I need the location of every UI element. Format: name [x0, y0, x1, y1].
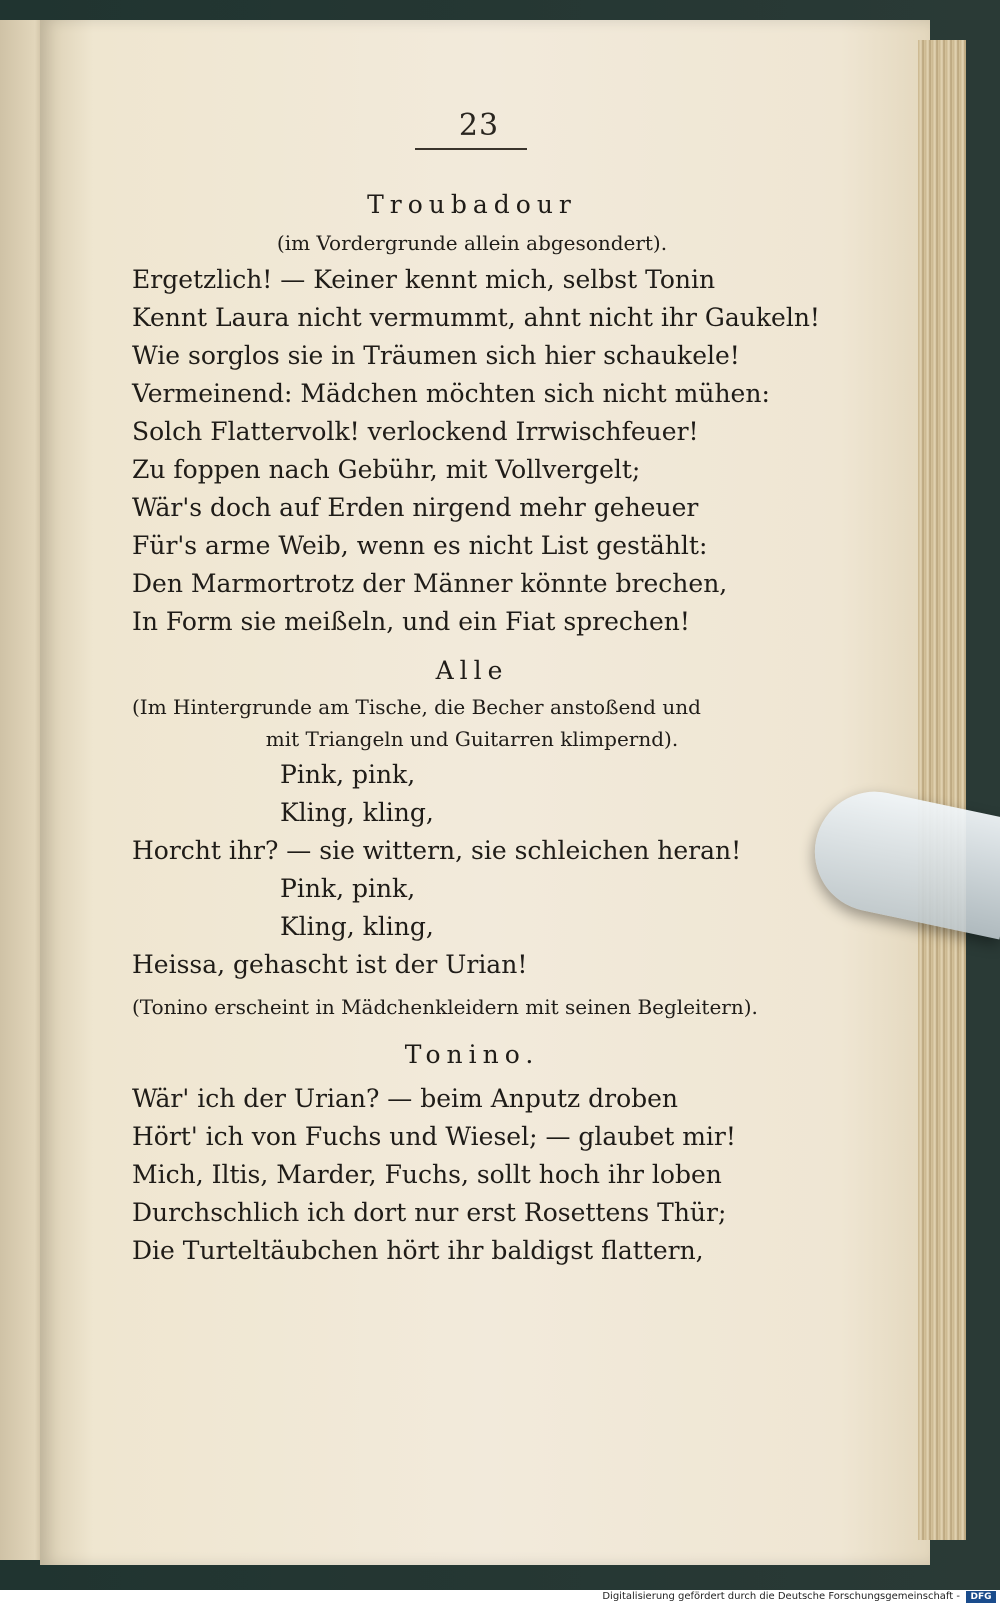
- text-line: Den Marmortrotz der Männer könnte brechen,: [132, 569, 728, 598]
- dfg-logo: DFG: [966, 1591, 996, 1603]
- text-line: Mich, Iltis, Marder, Fuchs, sollt hoch ihr loben: [132, 1160, 722, 1189]
- text-line: Hört' ich von Fuchs und Wiesel; — glaubet mir!: [132, 1122, 736, 1151]
- text-line: (Im Hintergrunde am Tische, die Becher anstoßend und: [132, 695, 701, 719]
- text-line: Kennt Laura nicht vermummt, ahnt nicht ihr Gaukeln!: [132, 303, 820, 332]
- text-line: (Tonino erscheint in Mädchenkleidern mit seinen Begleitern).: [132, 995, 758, 1019]
- text-line: Pink, pink,: [280, 760, 416, 789]
- text-line: Pink, pink,: [280, 874, 416, 903]
- text-line: Die Turteltäubchen hört ihr baldigst flattern,: [132, 1236, 704, 1265]
- text-line: Kling, kling,: [280, 912, 434, 941]
- text-line: Kling, kling,: [280, 798, 434, 827]
- text-line: Für's arme Weib, wenn es nicht List gestählt:: [132, 531, 708, 560]
- text-line: Ergetzlich! — Keiner kennt mich, selbst Tonin: [132, 265, 716, 294]
- text-line: Wie sorglos sie in Träumen sich hier schaukele!: [132, 341, 740, 370]
- text-line: mit Triangeln und Guitarren klimpernd).: [265, 727, 679, 751]
- text-line: Troubadour: [367, 190, 577, 219]
- footer-credit: Digitalisierung gefördert durch die Deutsche Forschungsgemeinschaft -: [602, 1591, 960, 1602]
- text-line: Horcht ihr? — sie wittern, sie schleichen heran!: [132, 836, 742, 865]
- text-line: Wär' ich der Urian? — beim Anputz droben: [132, 1084, 679, 1113]
- text-line: Heissa, gehascht ist der Urian!: [132, 950, 528, 979]
- text-line: Wär's doch auf Erden nirgend mehr geheuer: [132, 493, 699, 522]
- text-line: Zu foppen nach Gebühr, mit Vollvergelt;: [132, 455, 641, 484]
- text-line: Alle: [435, 656, 509, 685]
- text-line: In Form sie meißeln, und ein Fiat sprechen!: [132, 607, 690, 636]
- page-edges: [918, 40, 966, 1540]
- page-number-rule: [415, 148, 527, 150]
- text-line: Tonino.: [404, 1040, 540, 1069]
- text-line: Solch Flattervolk! verlockend Irrwischfeuer!: [132, 417, 699, 446]
- text-line: Vermeinend: Mädchen möchten sich nicht mühen:: [132, 379, 770, 408]
- text-line: (im Vordergrunde allein abgesondert).: [276, 231, 668, 255]
- text-line: Durchschlich ich dort nur erst Rosettens Thür;: [132, 1198, 727, 1227]
- page-number: 23: [458, 108, 500, 143]
